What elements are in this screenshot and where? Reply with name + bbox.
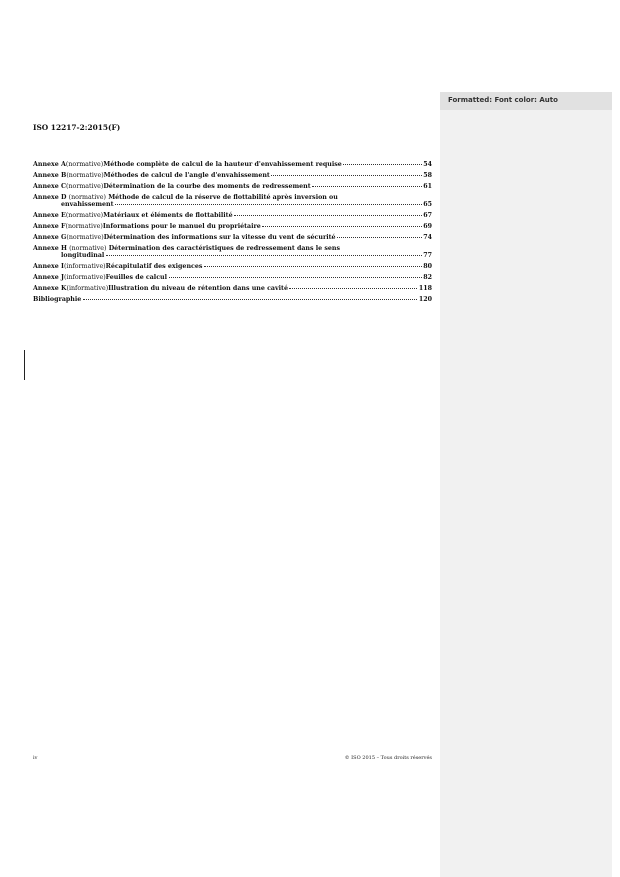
toc-page-number: 67 (423, 212, 432, 219)
toc-annex-title: Méthode de calcul de la réserve de flottabilité après inversion ou (108, 194, 338, 201)
toc-entry-line (33, 172, 432, 179)
toc-entry[interactable] (33, 212, 432, 219)
toc-annex-label: Annexe H (33, 245, 67, 252)
toc-annex-title-cont: envahissement (61, 201, 114, 208)
toc-page-number: 80 (423, 263, 432, 270)
toc-annex-type: (normative) (65, 212, 104, 219)
toc-leader (312, 186, 422, 187)
toc-leader (204, 266, 422, 267)
toc-annex-title: Informations pour le manuel du propriétaire (102, 223, 261, 230)
toc-entry-line (33, 296, 432, 303)
toc-page-number: 118 (418, 285, 432, 292)
toc-annex-title: Matériaux et éléments de flottabilité (103, 212, 233, 219)
toc-annex-type: (normative) (66, 183, 104, 190)
document-header: ISO 12217-2:2015(F) (33, 123, 121, 132)
toc-entry-line (33, 285, 432, 292)
footer-page-number: iv (33, 755, 38, 761)
toc-leader (343, 164, 421, 165)
toc-annex-label: Bibliographie (33, 296, 82, 303)
toc-leader (271, 175, 421, 176)
comment-header[interactable] (440, 92, 612, 110)
toc-page-number: 77 (423, 252, 432, 259)
toc-annex-title: Récapitulatif des exigences (105, 263, 203, 270)
toc-leader (337, 237, 422, 238)
toc-annex-title: Méthodes de calcul de l'angle d'envahissement (103, 172, 270, 179)
toc-page-number: 120 (418, 296, 432, 303)
toc-entry[interactable] (33, 183, 432, 190)
toc-entry[interactable] (33, 161, 432, 168)
toc-leader (83, 299, 418, 300)
toc-page-number: 82 (423, 274, 432, 281)
toc-entry-line (33, 212, 432, 219)
table-of-contents (33, 161, 432, 303)
toc-annex-label: Annexe G (33, 234, 67, 241)
toc-entry[interactable] (33, 194, 432, 208)
toc-annex-label: Annexe F (33, 223, 66, 230)
toc-entry-line (33, 223, 432, 230)
toc-entry-line (33, 183, 432, 190)
toc-entry-line (33, 274, 432, 281)
toc-annex-type: (normative) (68, 194, 106, 201)
toc-entry[interactable] (33, 263, 432, 270)
toc-entry-first-line (33, 194, 432, 201)
toc-entry-line (33, 263, 432, 270)
toc-annex-title: Feuilles de calcul (105, 274, 167, 281)
toc-annex-label: Annexe A (33, 161, 66, 168)
toc-annex-title: Illustration du niveau de rétention dans une cavité (108, 285, 288, 292)
toc-page-number: 65 (423, 201, 432, 208)
toc-annex-label: Annexe D (33, 194, 67, 201)
toc-page-number: 74 (423, 234, 432, 241)
toc-annex-title: Détermination des caractéristiques de redressement dans le sens (108, 245, 341, 252)
toc-entry[interactable] (33, 285, 432, 292)
toc-page-number: 54 (423, 161, 432, 168)
toc-annex-type: (informative) (63, 274, 106, 281)
toc-annex-title: Méthode complète de calcul de la hauteur d'envahissement requise (103, 161, 342, 168)
toc-annex-label: Annexe K (33, 285, 67, 292)
comment-title: Formatted: Font color: Auto (448, 96, 558, 104)
toc-entry[interactable] (33, 172, 432, 179)
toc-annex-title: Détermination des informations sur la vitesse du vent de sécurité (103, 234, 336, 241)
toc-entry[interactable] (33, 234, 432, 241)
toc-annex-type: (normative) (65, 161, 104, 168)
toc-annex-label: Annexe J (33, 274, 64, 281)
toc-entry-continuation (33, 252, 432, 259)
toc-entry[interactable] (33, 245, 432, 259)
toc-annex-type: (normative) (66, 234, 104, 241)
toc-entry[interactable] (33, 296, 432, 303)
comment-pane (440, 92, 612, 877)
toc-entry-line (33, 161, 432, 168)
toc-annex-type: (informative) (63, 263, 106, 270)
change-bar (24, 350, 25, 380)
toc-annex-label: Annexe C (33, 183, 67, 190)
footer-copyright: © ISO 2015 – Tous droits réservés (344, 755, 432, 761)
toc-annex-label: Annexe E (33, 212, 66, 219)
toc-annex-title: Détermination de la courbe des moments de redressement (103, 183, 311, 190)
toc-entry[interactable] (33, 223, 432, 230)
toc-annex-type: (normative) (66, 172, 104, 179)
toc-entry-line (33, 234, 432, 241)
toc-annex-type: (informative) (66, 285, 109, 292)
toc-page-number: 61 (423, 183, 432, 190)
toc-annex-title-cont: longitudinal (61, 252, 105, 259)
toc-entry-first-line (33, 245, 432, 252)
toc-annex-type: (normative) (65, 223, 103, 230)
toc-annex-label: Annexe I (33, 263, 64, 270)
toc-page-number: 58 (423, 172, 432, 179)
toc-leader (115, 204, 422, 205)
toc-annex-type: (normative) (69, 245, 107, 252)
toc-leader (262, 226, 421, 227)
toc-entry[interactable] (33, 274, 432, 281)
toc-annex-label: Annexe B (33, 172, 67, 179)
toc-leader (289, 288, 417, 289)
toc-leader (234, 215, 422, 216)
toc-leader (169, 277, 422, 278)
toc-leader (106, 255, 422, 256)
toc-entry-continuation (33, 201, 432, 208)
toc-page-number: 69 (423, 223, 432, 230)
